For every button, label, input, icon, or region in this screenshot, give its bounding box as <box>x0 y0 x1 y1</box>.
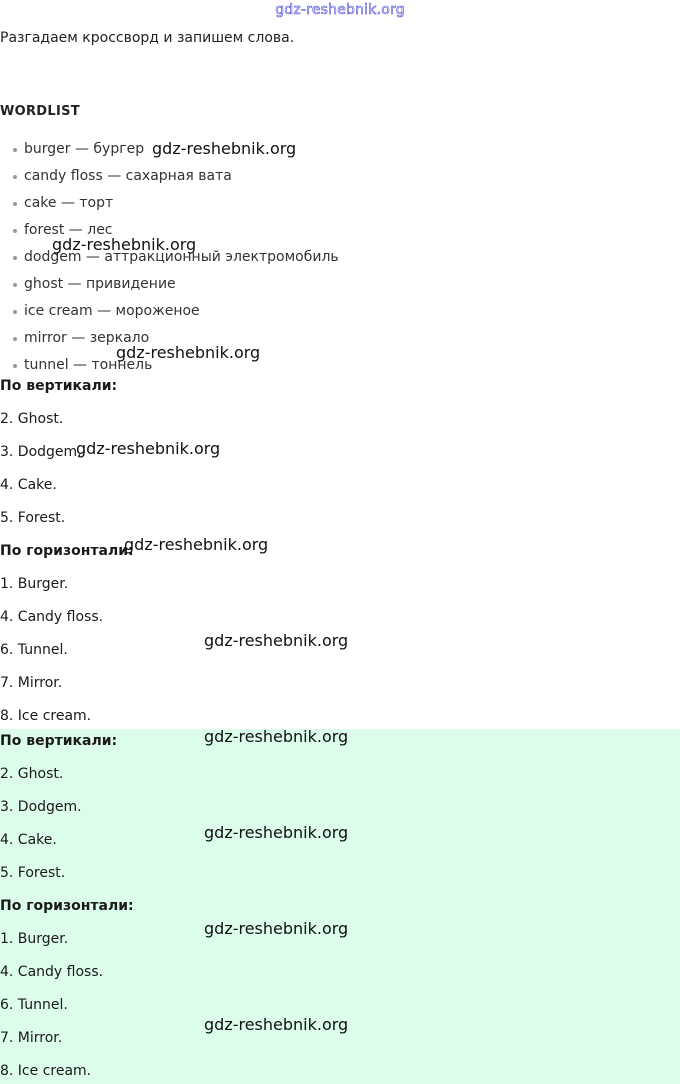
wordlist-item: burger — бургер <box>0 138 339 165</box>
watermark: gdz-reshebnik.org <box>204 631 349 650</box>
watermark: gdz-reshebnik.org <box>204 727 349 746</box>
answer-line: 6. Tunnel. <box>0 997 68 1013</box>
bullet-icon <box>13 202 17 206</box>
answer-line: 5. Forest. <box>0 510 66 526</box>
wordlist-item: tunnel — тоннель <box>0 354 339 381</box>
horizontal-heading: По горизонтали: <box>0 543 134 559</box>
watermark: gdz-reshebnik.org <box>52 235 197 254</box>
bullet-icon <box>13 310 17 314</box>
bullet-icon <box>13 337 17 341</box>
horizontal-heading: По горизонтали: <box>0 898 134 914</box>
answer-line: 7. Mirror. <box>0 675 63 691</box>
wordlist-item: mirror — зеркало <box>0 327 339 354</box>
watermark: gdz-reshebnik.org <box>76 439 221 458</box>
wordlist-item: ghost — привидение <box>0 273 339 300</box>
bullet-icon <box>13 364 17 368</box>
wordlist-item: candy floss — сахарная вата <box>0 165 339 192</box>
answer-line: 1. Burger. <box>0 931 69 947</box>
answer-line: 6. Tunnel. <box>0 642 68 658</box>
answer-line: 5. Forest. <box>0 865 66 881</box>
bullet-icon <box>13 256 17 260</box>
watermark: gdz-reshebnik.org <box>116 343 261 362</box>
wordlist-item: cake — торт <box>0 192 339 219</box>
bullet-icon <box>13 148 17 152</box>
watermark: gdz-reshebnik.org <box>204 823 349 842</box>
vertical-heading: По вертикали: <box>0 378 118 394</box>
bullet-icon <box>13 229 17 233</box>
answer-line: 4. Candy floss. <box>0 609 104 625</box>
answer-line: 4. Cake. <box>0 477 57 493</box>
answer-line: 7. Mirror. <box>0 1030 63 1046</box>
wordlist-title: WORDLIST <box>0 104 80 119</box>
answer-line: 4. Cake. <box>0 832 57 848</box>
site-header-link[interactable]: gdz-reshebnik.org <box>275 2 405 18</box>
answer-line: 2. Ghost. <box>0 411 64 427</box>
watermark: gdz-reshebnik.org <box>204 1015 349 1034</box>
answer-line: 2. Ghost. <box>0 766 64 782</box>
answer-line: 8. Ice cream. <box>0 708 92 724</box>
watermark: gdz-reshebnik.org <box>152 139 297 158</box>
vertical-heading: По вертикали: <box>0 733 118 749</box>
answer-line: 8. Ice cream. <box>0 1063 92 1079</box>
wordlist-item: ice cream — мороженое <box>0 300 339 327</box>
answer-line: 1. Burger. <box>0 576 69 592</box>
task-intro: Разгадаем кроссворд и запишем слова. <box>0 30 295 46</box>
watermark: gdz-reshebnik.org <box>124 535 269 554</box>
wordlist-item: dodgem — аттракционный электромобиль <box>0 246 339 273</box>
watermark: gdz-reshebnik.org <box>204 919 349 938</box>
answer-line: 3. Dodgem. <box>0 444 82 460</box>
answer-line: 3. Dodgem. <box>0 799 82 815</box>
wordlist-item: forest — лес <box>0 219 339 246</box>
bullet-icon <box>13 175 17 179</box>
answer-line: 4. Candy floss. <box>0 964 104 980</box>
bullet-icon <box>13 283 17 287</box>
